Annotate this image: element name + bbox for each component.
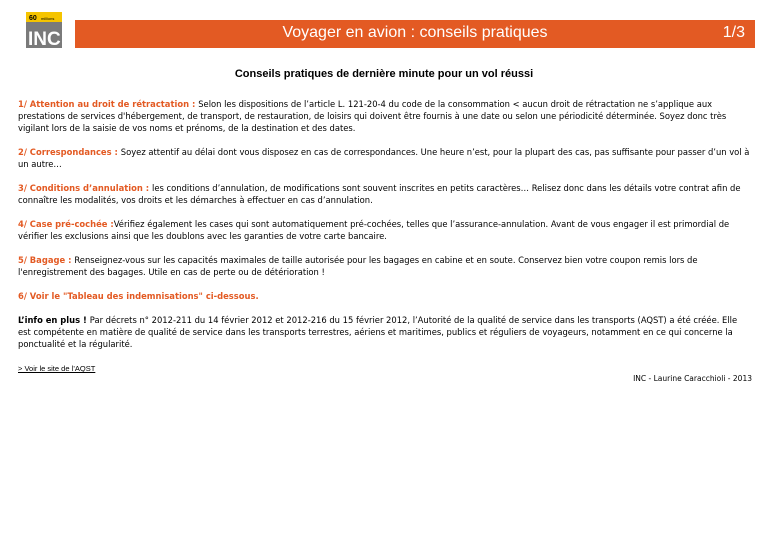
advice-heading: 5/ Bagage : — [18, 255, 75, 265]
page-title: Voyager en avion : conseils pratiques — [282, 24, 548, 41]
logo-number: 60 — [29, 15, 37, 22]
advice-heading: 6/ Voir le "Tableau des indemnisations" ci-dessous. — [18, 291, 259, 301]
advice-item-6 — [18, 290, 752, 302]
advice-heading: 2/ Correspondances : — [18, 147, 121, 157]
advice-heading: 3/ Conditions d’annulation : — [18, 183, 153, 193]
advice-text: les conditions d’annulation, de modifications sont souvent inscrites en petits caractères… Relisez donc dans les détails votre contrat afin de connaître les modalités, vos droits et les démarches à effectuer en cas d’annulation. — [18, 183, 741, 205]
footer-credit: INC - Laurine Caracchioli - 2013 — [633, 374, 752, 383]
advice-item-1 — [18, 98, 752, 134]
inc-logo-graphic — [26, 12, 62, 48]
inc-logo — [26, 12, 62, 48]
info-text: Par décrets n° 2012-211 du 14 février 2012 et 2012-216 du 15 février 2012, l’Autorité de la qualité de service dans les transports (AQST) a été créée. Elle est compétente en matière de qualité de service dans les transports terrestres, aériens et maritimes, publics et réguliers de voyageurs, notamment en ce qui concerne la ponctualité et la régularité. — [18, 315, 738, 349]
advice-text: Renseignez-vous sur les capacités maximales de taille autorisée pour les bagages en cabine et en soute. Conservez bien votre coupon remis lors de l'enregistrement des bagages. Utile en cas de perte ou de détérioration ! — [18, 255, 698, 277]
advice-item-2 — [18, 146, 752, 170]
advice-heading: 4/ Case pré-cochée : — [18, 219, 114, 229]
logo-text: INC — [28, 29, 61, 48]
info-block — [18, 314, 752, 350]
advice-text: Vérifiez également les cases qui sont automatiquement pré-cochées, telles que l’assurance-annulation. Avant de vous engager il est primordial de vérifier les exclusions ainsi que les doublons avec les garanties de votre carte bancaire. — [18, 219, 730, 241]
advice-text: Selon les dispositions de l’article L. 121-20-4 du code de la consommation < aucun droit de rétractation ne s’applique aux prestations de services d'hébergement, de transport, de restauration, de loisirs qui doivent être fournis à une date ou selon une périodicité déterminée. Soyez donc très vigilant lors de la saisie de vos noms et prénoms, de la destination et des dates. — [18, 99, 727, 133]
advice-item-3 — [18, 182, 752, 206]
advice-list — [18, 98, 752, 375]
advice-item-4 — [18, 218, 752, 242]
subtitle: Conseils pratiques de dernière minute pour un vol réussi — [234, 68, 534, 80]
advice-heading: 1/ Attention au droit de rétractation : — [18, 99, 199, 109]
info-heading: L’info en plus ! — [18, 315, 90, 325]
aqst-link[interactable]: > Voir le site de l’AQST — [18, 364, 96, 373]
advice-text: Soyez attentif au délai dont vous disposez en cas de correspondances. Une heure n’est, pour la plupart des cas, pas suffisante pour passer d’un vol à un autre… — [18, 147, 750, 169]
advice-item-5 — [18, 254, 752, 278]
logo-sub: millions — [41, 16, 55, 21]
page-number: 1/3 — [722, 24, 745, 41]
title-banner — [75, 20, 755, 48]
